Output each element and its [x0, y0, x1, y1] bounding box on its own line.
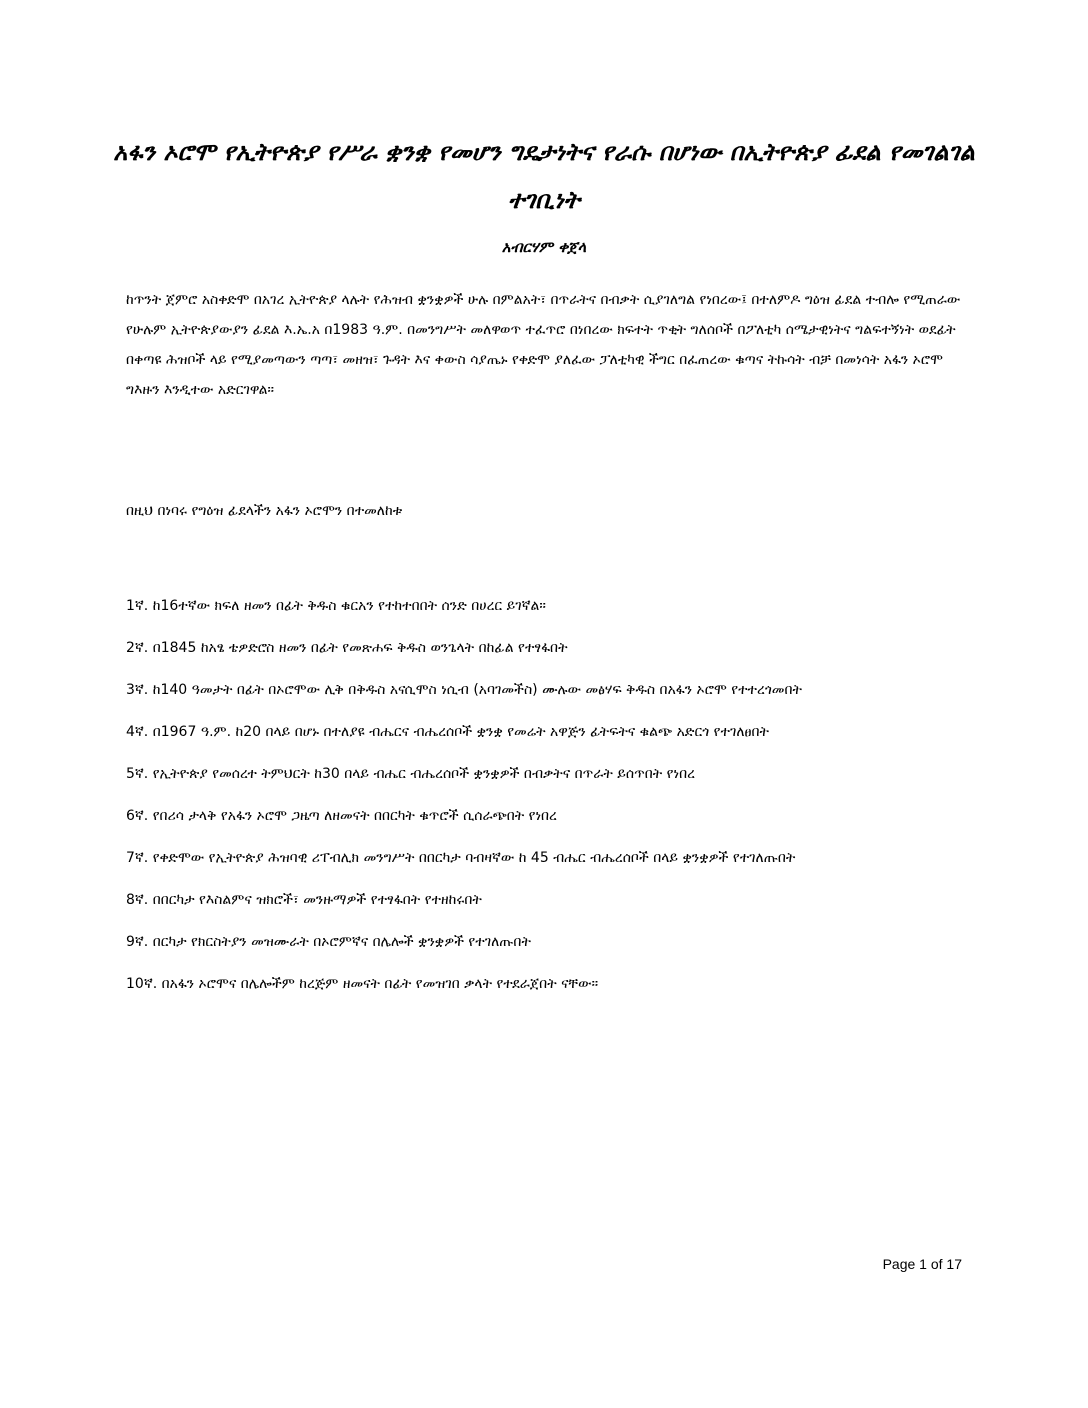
list-item: 1ኛ. ከ16ተኛው ክፍለ ዘመን በፊት ቅዱስ ቁርአን የተከተበበት ሰንድ በሀረር ይገኛል። [126, 598, 546, 614]
list-item: 7ኛ. የቀድሞው የኢትዮጵያ ሕዝባዊ ሪፐብሊክ መንግሥት በበርካታ ባብዛኛው ከ 45 ብሔር ብሔረሰቦች በላይ ቋንቋዎች የተገለጡበት [126, 850, 796, 866]
list-item: 4ኛ. በ1967 ዓ.ም. ከ20 በላይ በሆኑ በተለያዩ ብሔርና ብሔረሰቦች ቋንቋ የመሬት አዋጅን ፊትፍትና ቁልጭ አድርጎ የተገለፀበት [126, 724, 769, 740]
numbered-list [126, 591, 966, 1011]
list-item: 2ኛ. በ1845 ከአፄ ቴዎድሮስ ዘመን በፊት የመጽሐፍ ቅዱስ ወንጌላት በከፊል የተፃፋበት [126, 640, 568, 656]
author-name: አብርሃም ቀጀላ [501, 238, 587, 256]
list-item: 10ኛ. በአፋን ኦሮሞና በሌሎችም ከረጅም ዘመናት በፊት የመዝገበ ቃላት የተደራጀበት ናቸው። [126, 976, 599, 992]
list-item: 3ኛ. ከ140 ዓመታት በፊት በኦሮሞው ሊቅ በቅዱስ አናሲሞስ ነሲብ (አባገመችስ) ሙሉው መፅሃፍ ቅዱስ በአፋን ኦሮሞ የተተረጎመበት [126, 682, 802, 698]
list-item: 8ኛ. በበርካታ የእስልምና ዝክሮች፣ መንዙማዎች የተፃፋበት የተዘከሩበት [126, 892, 482, 908]
list-item: 6ኛ. የበሪሳ ታላቅ የአፋን ኦሮሞ ጋዜጣ ለዘመናት በበርካት ቁጥሮች ሲሰራጭበት የነበረ [126, 808, 557, 824]
list-item: 9ኛ. በርካታ የክርስትያን መዝሙራት በኦሮምኛና በሌሎች ቋንቋዎች የተገለጡበት [126, 934, 531, 950]
page-number: Page 1 of 17 [882, 1256, 962, 1272]
lead-paragraph: በዚህ በነባሩ የግዕዝ ፊደላችን አፋን ኦሮሞን በተመለከቱ [126, 503, 403, 519]
document-title: አፋን ኦሮሞ የኢትዮጵያ የሥራ ቋንቋ የመሆን ግዴታነትና የራሱ በሆነው በኢትዮጵያ ፊደል የመገልገል ተገቢነት [113, 138, 975, 214]
intro-paragraph: ከጥንት ጀምሮ አስቀድሞ በአገረ ኢትዮጵያ ላሉት የሕዝብ ቋንቋዎች ሁሉ በምልአት፣ በጥራትና በብቃት ሲያገለግል የነበረው፤ በተለምዶ ግዕዝ ፊደል ተብሎ የሚጠራው የሁሉም ኢትዮጵያውያን ፊደል እ.ኤ.አ በ1983 ዓ.ም. በመንግሥት መለዋወጥ ተፈጥሮ በነበረው ክፍተት ጥቂት ግለሰቦች በፖለቲካ ሰሜታዊነትና ግልፍተኝነት ወደፊት በቀጣዩ ሕዝቦች ላይ የሚያመጣውን ጣጣ፣ መዘዝ፣ ጉዳት እና ቀውስ ሳያጤኑ የቀድሞ ያለፈው ፓለቲካዊ ችግር በፈጠረው ቁጣና ትኩሳት ብቻ በመነሳት አፋን ኦሮሞ ግእዙን እንዲተው አድርገዋል። [126, 292, 961, 398]
list-item: 5ኛ. የኢትዮጵያ የመሰረተ ትምህርት ከ30 በላይ ብሔር ብሔረሰቦች ቋንቋዎች በብቃትና በጥራት ይሰጥበት የነበረ [126, 766, 695, 782]
